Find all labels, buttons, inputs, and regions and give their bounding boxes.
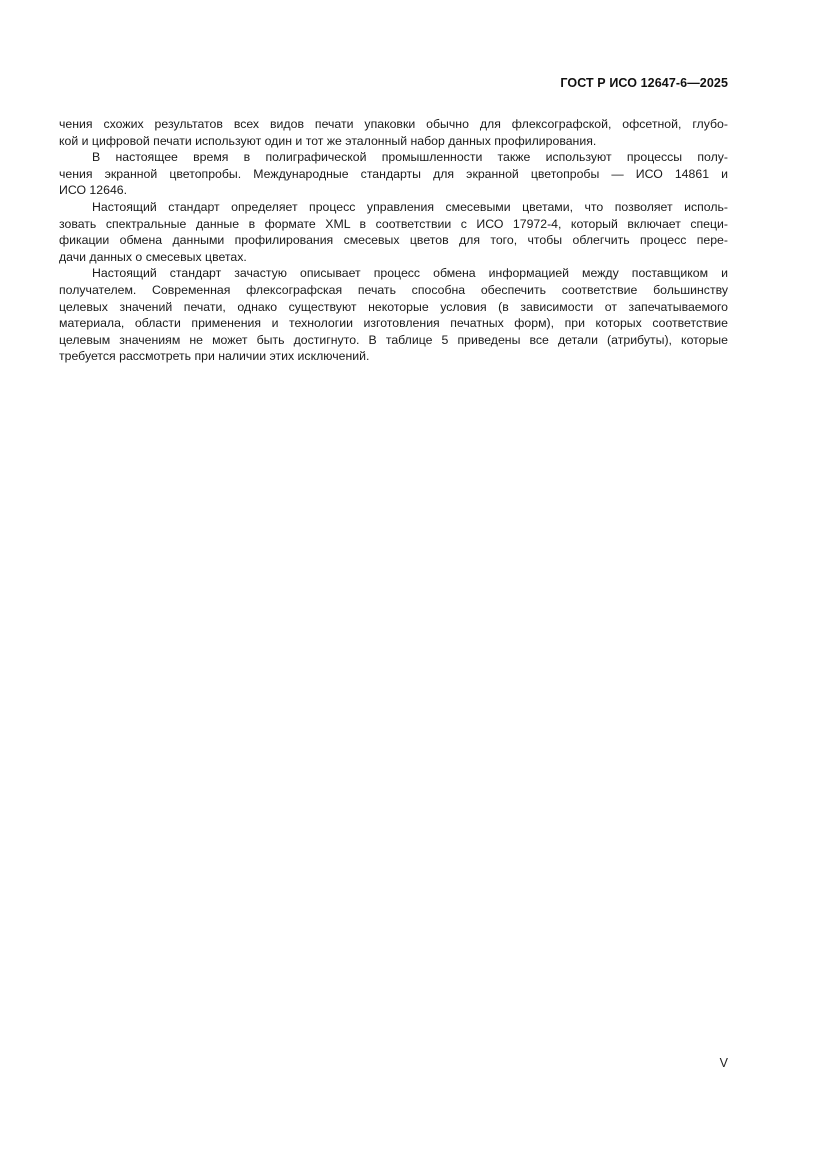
paragraph-2 <box>59 149 728 199</box>
text-line: требуется рассмотреть при наличии этих исключений. <box>59 349 370 364</box>
text-line: В настоящее время в полиграфической промышленности также используют процессы полу- <box>92 150 728 165</box>
text-line: Настоящий стандарт определяет процесс управления смесевыми цветами, что позволяет исполь- <box>92 199 728 214</box>
text-line: кой и цифровой печати используют один и тот же эталонный набор данных профилирования. <box>59 133 597 148</box>
paragraph-3 <box>59 199 728 265</box>
page-number: V <box>719 1056 728 1070</box>
text-line: чения схожих результатов всех видов печати упаковки обычно для флексографской, офсетной, глубо- <box>59 117 728 131</box>
text-line: фикации обмена данными профилирования смесевых цветов для того, чтобы облегчить процесс пере- <box>59 233 728 248</box>
text-line: зовать спектральные данные в формате XML в соответствии с ИСО 17972-4, который включает специ- <box>59 216 728 231</box>
text-line: чения экранной цветопробы. Международные стандарты для экранной цветопробы — ИСО 14861 и <box>59 166 728 181</box>
text-line: получателем. Современная флексографская печать способна обеспечить соответствие большинству <box>59 282 728 297</box>
paragraph-1 <box>59 116 728 149</box>
text-line: Настоящий стандарт зачастую описывает процесс обмена информацией между поставщиком и <box>92 266 728 281</box>
text-line: материала, области применения и технологии изготовления печатных форм), при которых соответствие <box>59 316 728 331</box>
text-line: ИСО 12646. <box>59 183 128 198</box>
text-line: дачи данных о смесевых цветах. <box>59 249 247 264</box>
text-line: целевым значениям не может быть достигнуто. В таблице 5 приведены все детали (атрибуты), которые <box>59 332 728 347</box>
standard-id: ГОСТ Р ИСО 12647-6—2025 <box>560 76 728 90</box>
document-body <box>59 116 728 365</box>
document-header <box>560 76 728 90</box>
paragraph-4 <box>59 265 728 365</box>
text-line: целевых значений печати, однако существуют некоторые условия (в зависимости от запечатываемого <box>59 299 728 314</box>
